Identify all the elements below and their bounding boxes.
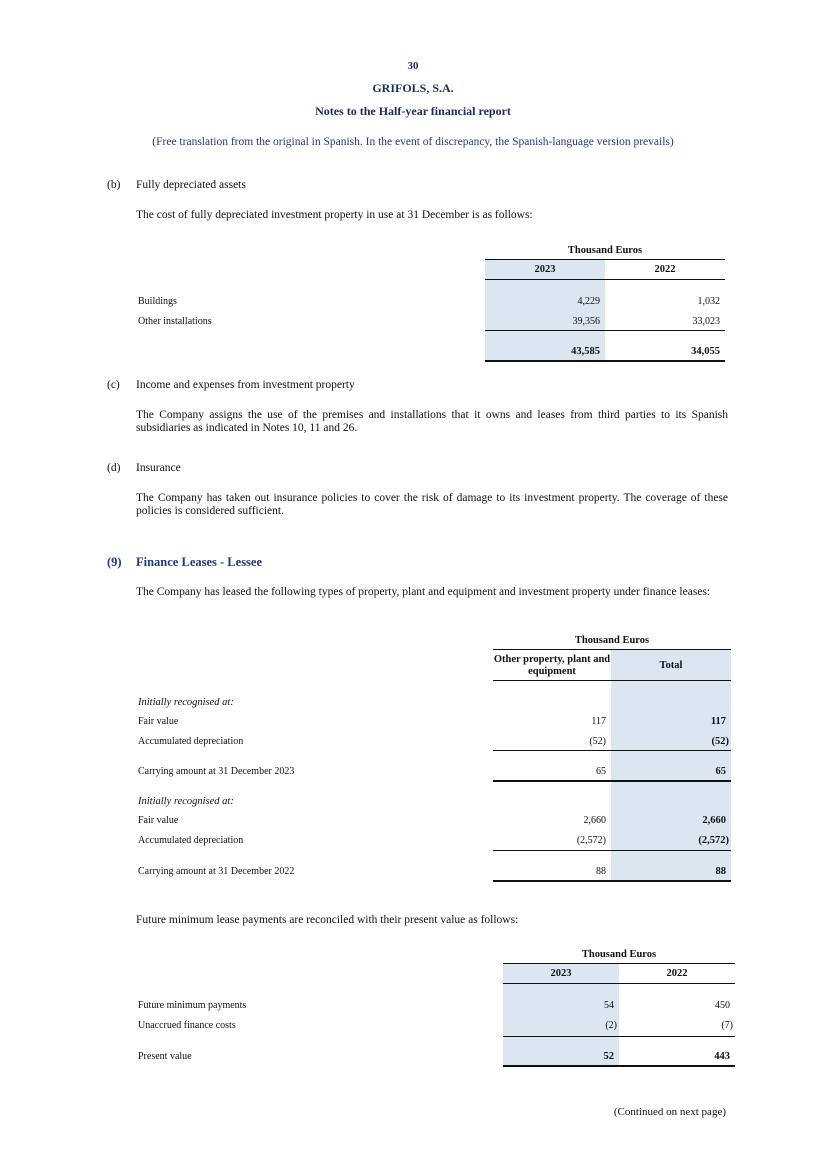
table-b-subheader-rule xyxy=(485,279,725,280)
table-b-total-rule xyxy=(485,330,725,331)
page-number: 30 xyxy=(407,60,419,72)
table-9-row-label: Accumulated depreciation xyxy=(138,835,244,846)
table-pv-bottom-rule xyxy=(503,1065,735,1067)
translation-disclaimer: (Free translation from the original in Spanish. In the event of discrepancy, the Spanish-language version prevails) xyxy=(152,136,674,148)
section-9-marker: (9) xyxy=(107,555,122,569)
table-pv-col-2023: 2023 xyxy=(550,968,572,979)
section-9-intro: The Company has leased the following types of property, plant and equipment and investment property under finance leases: xyxy=(136,586,711,598)
table-pv-cell: 450 xyxy=(715,1000,730,1011)
table-9-row-label: Fair value xyxy=(138,716,179,727)
table-9-carrying-label: Carrying amount at 31 December 2023 xyxy=(138,766,295,777)
table-9-block-heading: Initially recognised at: xyxy=(138,697,234,708)
section-c-title: Income and expenses from investment property xyxy=(136,379,355,391)
section-d-title: Insurance xyxy=(136,462,181,474)
report-title: Notes to the Half-year financial report xyxy=(315,104,511,118)
table-b-total-2022: 34,055 xyxy=(691,346,720,357)
table-9-cell: 117 xyxy=(710,716,726,727)
reconcile-intro: Future minimum lease payments are reconciled with their present value as follows: xyxy=(136,914,519,926)
section-b-intro: The cost of fully depreciated investment property in use at 31 December is as follows: xyxy=(136,209,533,221)
table-9-row-label: Fair value xyxy=(138,815,179,826)
table-9-unit-header: Thousand Euros xyxy=(574,635,650,646)
table-9-cell: 88 xyxy=(715,866,726,877)
section-b-title: Fully depreciated assets xyxy=(136,179,246,191)
table-b-row-label: Other installations xyxy=(138,316,212,327)
table-9-block-rule xyxy=(493,780,731,782)
table-b-cell: 1,032 xyxy=(697,296,720,307)
table-pv-total-rule xyxy=(503,1036,735,1037)
continued-note: (Continued on next page) xyxy=(613,1106,726,1118)
table-b-row-label: Buildings xyxy=(138,296,177,307)
table-b-col-2023: 2023 xyxy=(534,264,556,275)
section-9-title: Finance Leases - Lessee xyxy=(136,555,263,569)
table-pv-cell: 54 xyxy=(604,1000,614,1011)
table-9-cell: 65 xyxy=(715,766,726,777)
table-pv-total-2022: 443 xyxy=(714,1051,730,1062)
table-pv-col-2022: 2022 xyxy=(666,968,688,979)
table-9-carrying-label: Carrying amount at 31 December 2022 xyxy=(138,866,295,877)
section-d-marker: (d) xyxy=(107,462,121,474)
section-c-marker: (c) xyxy=(107,379,120,391)
table-9-col-total: Total xyxy=(659,660,683,671)
table-b-cell: 33,023 xyxy=(692,316,720,327)
table-pv-total-label: Present value xyxy=(138,1051,192,1062)
table-9-carrying-rule xyxy=(493,750,731,751)
table-9-bottom-rule xyxy=(493,880,731,882)
table-9-cell: 65 xyxy=(596,766,606,777)
table-9-cell: (52) xyxy=(589,736,606,747)
table-9-cell: 2,660 xyxy=(702,815,726,826)
table-pv-unit-header: Thousand Euros xyxy=(581,949,657,960)
table-9-row-label: Accumulated depreciation xyxy=(138,736,244,747)
table-9-cell: (2,572) xyxy=(576,835,606,846)
table-pv-cell: (2) xyxy=(605,1020,617,1031)
company-name: GRIFOLS, S.A. xyxy=(372,81,454,95)
table-9-cell: 117 xyxy=(591,716,606,727)
table-pv-subheader-rule xyxy=(503,983,735,984)
table-9-carrying-rule xyxy=(493,850,731,851)
table-9-col-ppe: Other property, plant and equipment xyxy=(493,654,611,677)
table-9-cell: (52) xyxy=(711,736,729,747)
table-b-cell: 4,229 xyxy=(577,296,600,307)
section-b-marker: (b) xyxy=(107,179,121,191)
table-pv-total-2023: 52 xyxy=(603,1051,614,1062)
table-b-unit-header: Thousand Euros xyxy=(567,245,643,256)
section-d-text: The Company has taken out insurance policies to cover the risk of damage to its investment property. The coverage of these policies is considered sufficient. xyxy=(136,492,728,517)
table-b-total-2023: 43,585 xyxy=(571,346,600,357)
table-9-cell: (2,572) xyxy=(698,835,729,846)
section-c-text: The Company assigns the use of the premises and installations that it owns and leases from third parties to its Spanish subsidiaries as indicated in Notes 10, 11 and 26. xyxy=(136,409,728,434)
table-9-subheader-rule xyxy=(493,680,731,681)
table-9-cell: 88 xyxy=(596,866,606,877)
table-b-cell: 39,356 xyxy=(572,316,600,327)
table-b-col-2022: 2022 xyxy=(654,264,676,275)
table-9-block-heading: Initially recognised at: xyxy=(138,796,234,807)
table-9-cell: 2,660 xyxy=(583,815,606,826)
table-pv-row-label: Future minimum payments xyxy=(138,1000,247,1011)
table-pv-row-label: Unaccrued finance costs xyxy=(138,1020,236,1031)
table-pv-cell: (7) xyxy=(721,1020,733,1031)
table-b-bottom-rule xyxy=(485,360,725,362)
